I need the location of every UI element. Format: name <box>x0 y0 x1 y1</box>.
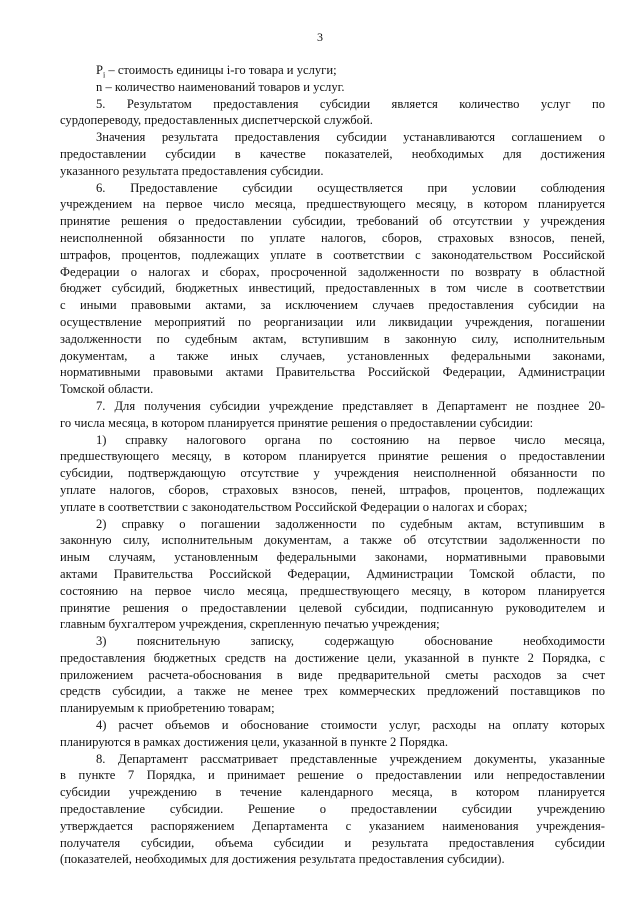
text-line <box>60 331 605 348</box>
paragraph-item-7-1 <box>60 432 605 516</box>
text-line <box>60 62 605 79</box>
subscript-index: i <box>103 70 106 79</box>
line-text: сурдопереводу, предоставленных диспетчерской службой. <box>60 113 373 128</box>
text-line <box>60 583 605 600</box>
text-line <box>60 851 605 868</box>
line-text: утверждается распоряжением Департамента с указанием наименования учреждения- <box>60 818 605 833</box>
page-number: 3 <box>317 30 323 44</box>
text-line <box>60 667 605 684</box>
line-text: n – количество наименований товаров и услуг. <box>96 79 345 94</box>
text-line <box>60 751 605 768</box>
line-text: предшествующего месяцу, в котором планируется принятие решения о предоставлении <box>60 449 605 464</box>
line-text: получателя субсидии, объема субсидии и результата предоставления субсидии <box>60 835 605 850</box>
line-text: бюджет субсидий, бюджетных инвестиций, предоставленных в том числе в соответствии <box>60 281 605 296</box>
line-text: документам, а также иных случаев, установленных федеральными законами, <box>60 348 605 363</box>
line-text: законную силу, исполнительным документам, а также об отсутствии задолженности по <box>60 533 605 548</box>
paragraph-paragraph-values <box>60 129 605 179</box>
line-text: актами Правительства Российской Федерации, Администрации Томской области, по <box>60 566 605 581</box>
paragraph-definition-n <box>60 79 605 96</box>
text-line <box>60 700 605 717</box>
paragraph-item-7-3 <box>60 633 605 717</box>
line-text: го числа месяца, в котором планируется принятие решения о предоставлении субсидии: <box>60 415 534 430</box>
line-text: состоянию на первое число месяца, предшествующего месяцу, в котором планируется <box>60 583 605 598</box>
line-text: 2) справку о погашении задолженности по судебным актам, вступившим в <box>96 516 605 531</box>
text-line <box>60 415 605 432</box>
paragraph-item-5 <box>60 96 605 130</box>
line-text: принятие решения о предоставлении целевой субсидии, подписанную руководителем и <box>60 600 605 615</box>
line-text: Значения результата предоставления субсидии устанавливаются соглашением о <box>96 130 605 145</box>
line-text: Федерации о налогах и сборах, просроченной задолженности по возврату в областной <box>60 264 605 279</box>
line-text: 1) справку налогового органа по состоянию на первое число месяца, <box>96 432 605 447</box>
text-line <box>60 432 605 449</box>
paragraph-item-6 <box>60 180 605 398</box>
line-text: принятие решения о предоставлении субсидии, требований об отсутствии у учреждения <box>60 214 605 229</box>
line-text: задолженности по судебным актам, вступившим в законную силу, исполнительным <box>60 331 605 346</box>
text-line <box>60 566 605 583</box>
text-line <box>60 297 605 314</box>
line-text: Томской области. <box>60 382 154 397</box>
text-line <box>60 516 605 533</box>
text-line <box>60 163 605 180</box>
line-text: планируются в рамках достижения цели, указанной в пункте 2 Порядка. <box>60 734 449 749</box>
line-text: 7. Для получения субсидии учреждение представляет в Департамент не позднее 20- <box>96 398 605 413</box>
text-line <box>60 112 605 129</box>
line-text: главным бухгалтером учреждения, скрепленную печатью учреждения; <box>60 617 440 632</box>
line-text: уплате налогов, сборов, страховых взносов, пеней, штрафов, процентов, подлежащих <box>60 482 605 497</box>
line-text: предоставления бюджетных средств на достижение цели, указанной в пункте 2 Порядка, с <box>60 650 605 665</box>
line-text: иным случаям, установленным федеральными законами, нормативными правовыми <box>60 550 605 565</box>
text-line <box>60 482 605 499</box>
text-line <box>60 364 605 381</box>
text-line <box>60 146 605 163</box>
paragraph-item-8 <box>60 751 605 869</box>
text-line <box>60 314 605 331</box>
text-line <box>60 129 605 146</box>
line-text: 5. Результатом предоставления субсидии является количество услуг по <box>96 96 605 111</box>
paragraph-definition-pi <box>60 62 605 79</box>
text-line <box>60 213 605 230</box>
line-text: предоставление субсидии. Решение о предоставлении субсидии учреждению <box>60 802 605 817</box>
line-text: указанного результата предоставления субсидии. <box>60 163 324 178</box>
line-text: учреждением на первое число месяца, предшествующего месяцу, в котором планируется <box>60 197 605 212</box>
text-line <box>60 448 605 465</box>
line-text: 8. Департамент рассматривает представленные учреждением документы, указанные <box>96 751 605 766</box>
text-line <box>60 784 605 801</box>
line-text: средств субсидии, а также не менее трех коммерческих предложений поставщиков по <box>60 684 605 699</box>
text-line <box>60 465 605 482</box>
line-text: субсидии, подтверждающую отсутствие у учреждения неисполненной обязанности по <box>60 466 605 481</box>
text-line <box>60 96 605 113</box>
text-line <box>60 835 605 852</box>
line-text: 3) пояснительную записку, содержащую обоснование необходимости <box>96 634 605 649</box>
text-line <box>60 734 605 751</box>
text-line <box>60 381 605 398</box>
text-line <box>60 549 605 566</box>
line-text: в пункте 7 Порядка, и принимает решение о предоставлении или непредоставлении <box>60 768 605 783</box>
text-line <box>60 633 605 650</box>
paragraph-item-7-2 <box>60 516 605 634</box>
text-line <box>60 280 605 297</box>
text-line <box>60 717 605 734</box>
line-text: приложением расчета-обоснования в виде предварительной сметы расходов за счет <box>60 667 605 682</box>
line-text: штрафов, процентов, подлежащих уплате в соответствии с законодательством Российской <box>60 247 605 262</box>
line-text: предоставлении субсидии в качестве показателей, необходимых для достижения <box>60 146 605 161</box>
text-line <box>60 616 605 633</box>
line-text: планируемым к приобретению товарам; <box>60 701 275 716</box>
text-line <box>60 499 605 516</box>
text-line <box>60 79 605 96</box>
line-text: (показателей, необходимых для достижения результата предоставления субсидии). <box>60 852 505 867</box>
line-text: нормативными правовыми актами Правительства Российской Федерации, Администрации <box>60 365 605 380</box>
line-text: уплате в соответствии с законодательством Российской Федерации о налогах и сборах; <box>60 499 528 514</box>
text-line <box>60 264 605 281</box>
line-text: 4) расчет объемов и обоснование стоимости услуг, расходы на оплату которых <box>96 718 605 733</box>
line-text: субсидии учреждению в течение календарного месяца, в котором планируется <box>60 785 605 800</box>
text-line <box>60 801 605 818</box>
text-line <box>60 650 605 667</box>
line-text: с иными правовыми актами, за исключением случаев предоставления субсидии на <box>60 298 605 313</box>
text-line <box>60 600 605 617</box>
line-text: осуществление мероприятий по реорганизации или ликвидации учреждения, погашении <box>60 314 605 329</box>
document-body <box>60 62 605 868</box>
text-line <box>60 398 605 415</box>
line-text: 6. Предоставление субсидии осуществляется при условии соблюдения <box>96 180 605 195</box>
text-line <box>60 247 605 264</box>
line-text: P <box>96 63 104 77</box>
text-line <box>60 818 605 835</box>
text-line <box>60 230 605 247</box>
line-text: неисполненной обязанности по уплате налогов, сборов, страховых взносов, пеней, <box>60 230 605 245</box>
paragraph-item-7 <box>60 398 605 432</box>
text-line <box>60 196 605 213</box>
text-line <box>60 180 605 197</box>
text-line <box>60 683 605 700</box>
line-text-rest: – стоимость единицы i-го товара и услуги; <box>105 63 337 77</box>
text-line <box>60 348 605 365</box>
text-line <box>60 532 605 549</box>
text-line <box>60 767 605 784</box>
paragraph-item-7-4 <box>60 717 605 751</box>
